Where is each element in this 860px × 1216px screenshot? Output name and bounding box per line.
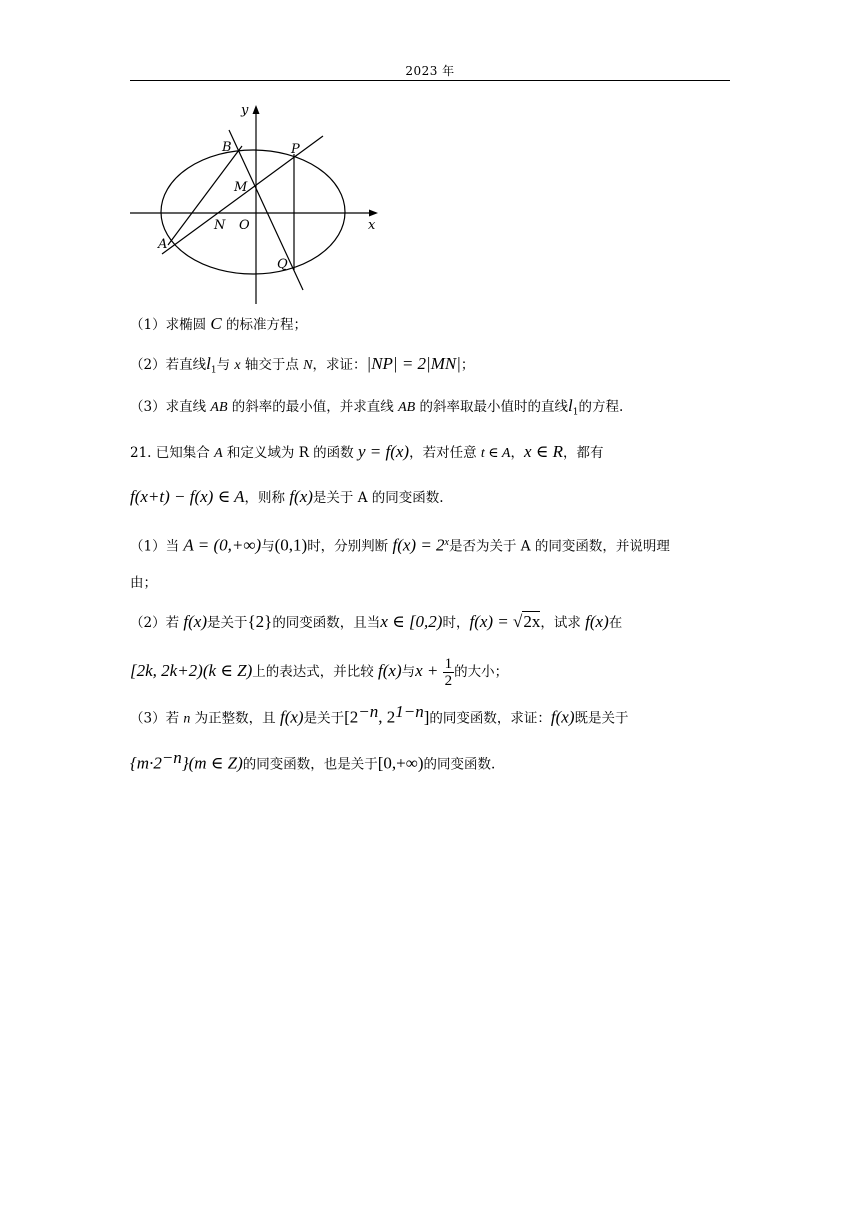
sqrt-2x: √2x <box>513 612 541 631</box>
p20-q1: （1）求椭圆 C 的标准方程； <box>130 314 308 333</box>
label-m: M <box>234 180 248 195</box>
ellipse-diagram <box>126 96 386 308</box>
p21-q1-line1: （1）当 A = (0,+∞)与(0,1)时，分别判断 $f(x) = 2^x$是否为关于 A 的同变函数，并说明理 <box>130 535 670 555</box>
y-axis-arrow <box>253 105 260 114</box>
label-n: N <box>214 218 226 233</box>
label-p: P <box>291 142 300 157</box>
p20-q2: （2）若直线$l_1$与 x 轴交于点 N，求证：|NP| = 2|MN|； <box>130 354 475 376</box>
label-y: y <box>241 103 249 118</box>
ellipse-figure <box>126 96 386 308</box>
header-title: 2023 年 <box>405 64 455 78</box>
label-a: A <box>158 237 168 252</box>
header-rule <box>130 80 730 81</box>
p21-q2-line2: [2k, 2k+2)(k ∈ Z)上的表达式，并比较 f(x)与x + $\frac{1}{2}$ 的大小； <box>130 656 509 689</box>
p21-q3-line1: （3）若 n 为正整数，且 f(x)是关于[$2^{-n}$, $2^{1-n}$]的同变函数，求证：f(x)既是关于 <box>130 702 629 727</box>
p21-intro-line1: 21. 已知集合 A 和定义域为 R 的函数 y = f(x)，若对任意 t ∈ A，x ∈ R，都有 <box>130 442 604 461</box>
label-x: x <box>368 218 376 233</box>
label-b: B <box>222 140 232 155</box>
line-ab <box>168 146 242 245</box>
label-q: Q <box>277 257 288 272</box>
p21-q2-line1: （2）若 f(x)是关于{2}的同变函数，且当x ∈ [0,2)时，f(x) = √2x，试求 f(x)在 <box>130 612 623 631</box>
ellipse-c <box>161 150 345 274</box>
label-o: O <box>239 218 250 233</box>
p21-q3-line2: $\{m\cdot 2^{-n}\}(m$ ∈ Z)的同变函数，也是关于[0,+∞)的同变函数. <box>130 748 496 773</box>
p21-q1-line2: 由； <box>130 575 157 591</box>
fraction-one-half: $\frac{1}{2}$ <box>444 656 453 689</box>
p20-q3: （3）求直线 AB 的斜率的最小值，并求直线 AB 的斜率取最小值时的直线$l_1$的方程. <box>130 396 624 418</box>
x-axis-arrow <box>369 210 378 217</box>
p21-intro-line2: f(x+t) − f(x) ∈ A，则称 f(x)是关于 A 的同变函数. <box>130 487 444 506</box>
